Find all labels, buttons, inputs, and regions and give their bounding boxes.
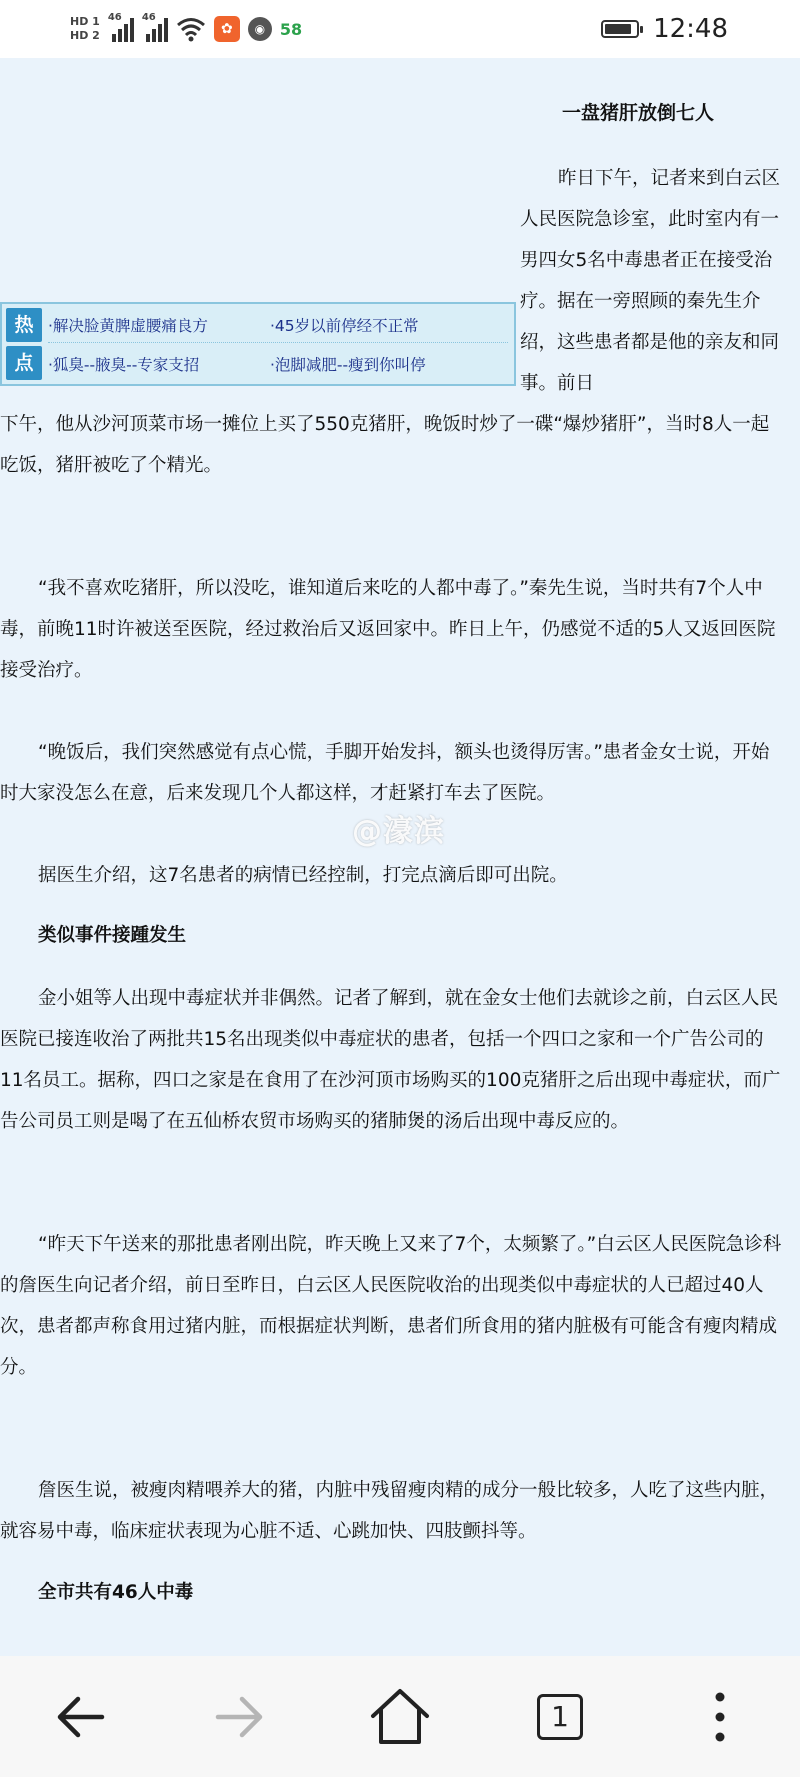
more-vertical-icon: [710, 1689, 730, 1745]
status-icons-right: [601, 10, 728, 48]
hot-label-2: 点: [6, 346, 42, 380]
paragraph-6: “昨天下午送来的那批患者刚出院，昨天晚上又来了7个，太频繁了。”白云区人民医院急诊科的詹医生向记者介绍，前日至昨日，白云区人民医院收治的出现类似中毒症状的人已超过40人次，患者都声称食用过猪内脏，而根据症状判断，患者们所食用的猪内脏极有可能含有瘦肉精成分。: [0, 1234, 782, 1378]
battery-icon: [601, 20, 639, 38]
hd1-label: HD 1: [70, 15, 100, 28]
arrow-left-icon: [52, 1689, 108, 1745]
paragraph-2: “我不喜欢吃猪肝，所以没吃，谁知道后来吃的人都中毒了。”秦先生说，当时共有7个人中毒，前晚11时许被送至医院，经过救治后又返回家中。昨日上午，仍感觉不适的5人又返回医院接受治疗。: [0, 578, 776, 681]
home-icon: [369, 1686, 431, 1748]
subheading-2: 全市共有46人中毒: [38, 1582, 194, 1603]
wifi-icon: [176, 16, 206, 42]
signal-1-icon: [107, 12, 134, 42]
paragraph-1-continued: 下午，他从沙河顶菜市场一摊位上买了550克猪肝，晚饭时炒了一碟“爆炒猪肝”，当时8人一起吃饭，猪肝被吃了个精光。: [0, 414, 770, 476]
tabs-button[interactable]: [525, 1682, 595, 1752]
hd2-label: HD 2: [70, 29, 100, 42]
paragraph-7: 詹医生说，被瘦肉精喂养大的猪，内脏中残留瘦肉精的成分一般比较多，人吃了这些内脏，就容易中毒，临床症状表现为心脏不适、心跳加快、四肢颤抖等。: [0, 1480, 779, 1542]
watermark: @濠滨: [352, 814, 445, 849]
browser-nav-bar: [0, 1656, 800, 1777]
paragraph-1-wrapped: 昨日下午，记者来到白云区人民医院急诊室，此时室内有一男四女5名中毒患者正在接受治疗。据在一旁照顾的秦先生介绍，这些患者都是他的亲友和同事。前日: [520, 168, 781, 394]
paragraph-3: “晚饭后，我们突然感觉有点心慌，手脚开始发抖，额头也烫得厉害。”患者金女士说，开始时大家没怎么在意，后来发现几个人都这样，才赶紧打车去了医院。: [0, 742, 770, 804]
hot-row-1: [48, 308, 508, 343]
network-type-2: 46: [141, 12, 156, 23]
tab-count-badge: 1: [537, 1694, 583, 1740]
hot-link[interactable]: ·45岁以前停经不正常: [270, 317, 419, 335]
app-58-icon: 58: [279, 19, 303, 39]
network-type-1: 46: [107, 12, 122, 23]
status-icons-left: [70, 6, 302, 52]
battery-fill: [605, 24, 631, 34]
menu-button[interactable]: [685, 1682, 755, 1752]
clock: 12:48: [653, 14, 728, 44]
app-notification-icon: ✿: [214, 16, 240, 42]
hot-row-2: [48, 347, 508, 381]
hot-label-1: 热: [6, 308, 42, 342]
article-title: 一盘猪肝放倒七人: [562, 102, 715, 124]
hot-link[interactable]: ·狐臭--腋臭--专家支招: [48, 356, 200, 374]
article-content[interactable]: [0, 58, 800, 1656]
hot-label: [6, 308, 42, 380]
audio-app-icon: ◉: [248, 17, 272, 41]
subheading-1: 类似事件接踵发生: [38, 925, 187, 946]
hot-link[interactable]: ·泡脚减肥--瘦到你叫停: [270, 356, 426, 374]
back-button[interactable]: [45, 1682, 115, 1752]
hd-indicator: [70, 15, 100, 43]
arrow-right-icon: [212, 1689, 268, 1745]
paragraph-5: 金小姐等人出现中毒症状并非偶然。记者了解到，就在金女士他们去就诊之前，白云区人民医院已接连收治了两批共15名出现类似中毒症状的患者，包括一个四口之家和一个广告公司的11名员工。据称，四口之家是在食用了在沙河顶市场购买的100克猪肝之后出现中毒症状，而广告公司员工则是喝了在五仙桥农贸市场购买的猪肺煲的汤后出现中毒反应的。: [0, 988, 781, 1132]
hot-topics-box: [0, 302, 516, 386]
paragraph-4: 据医生介绍，这7名患者的病情已经控制，打完点滴后即可出院。: [38, 865, 568, 886]
forward-button[interactable]: [205, 1682, 275, 1752]
hot-link[interactable]: ·解决脸黄脾虚腰痛良方: [48, 317, 208, 335]
status-bar: [0, 0, 800, 58]
home-button[interactable]: [365, 1682, 435, 1752]
signal-2-icon: [141, 12, 168, 42]
